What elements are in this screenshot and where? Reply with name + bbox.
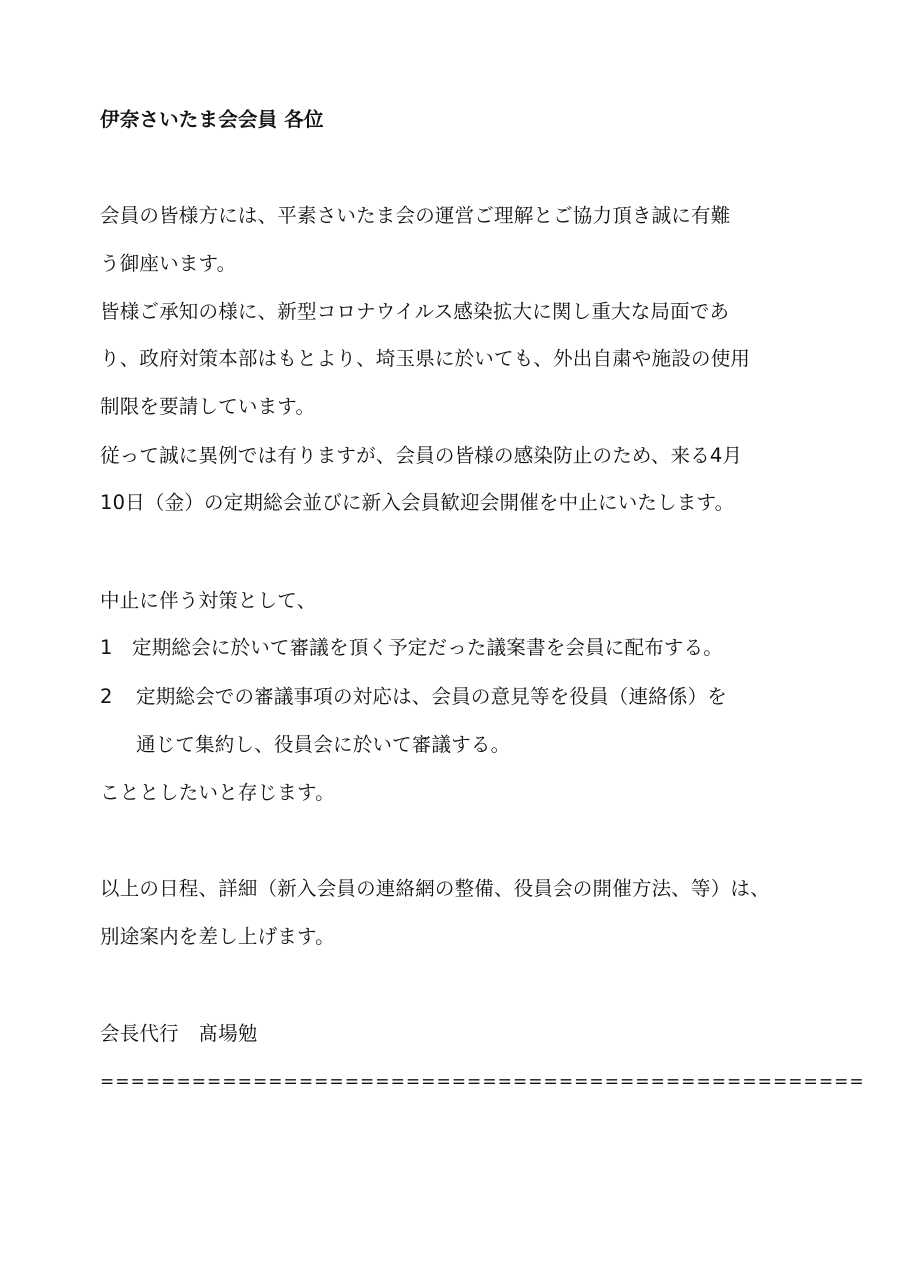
paragraph-situation-line-2: り、政府対策本部はもとより、埼玉県に於いても、外出自粛や施設の使用 xyxy=(100,347,751,370)
separator-line: ================================================== xyxy=(100,1072,865,1092)
paragraph-cancellation-line-1: 従って誠に異例では有りますが、会員の皆様の感染防止のため、来る4月 xyxy=(100,444,743,467)
measure-number: 2 xyxy=(100,685,113,708)
measures-intro: 中止に伴う対策として、 xyxy=(100,589,317,612)
measures-close: こととしたいと存じます。 xyxy=(100,781,335,804)
addressee: 伊奈さいたま会会員 各位 xyxy=(100,108,324,131)
paragraph-greeting-line-2: う御座います。 xyxy=(100,252,237,275)
signature: 会長代行 髙場勉 xyxy=(100,1022,258,1045)
paragraph-cancellation-line-2: 10日（金）の定期総会並びに新入会員歓迎会開催を中止にいたします。 xyxy=(100,491,735,514)
paragraph-situation-line-3: 制限を要請しています。 xyxy=(100,395,316,418)
paragraph-greeting-line-1: 会員の皆様方には、平素さいたま会の運営ご理解とご協力頂き誠に有難 xyxy=(100,204,731,227)
measure-item-2-continuation: 通じて集約し、役員会に於いて審議する。 xyxy=(136,733,511,756)
measure-number: 1 xyxy=(100,636,113,659)
paragraph-followup-line-2: 別途案内を差し上げます。 xyxy=(100,925,335,948)
paragraph-situation-line-1: 皆様ご承知の様に、新型コロナウイルス感染拡大に関し重大な局面であ xyxy=(100,300,730,323)
measure-text: 定期総会での審議事項の対応は、会員の意見等を役員（連絡係）を xyxy=(136,685,728,708)
measure-item-1 xyxy=(100,635,723,661)
measure-text: 定期総会に於いて審議を頂く予定だった議案書を会員に配布する。 xyxy=(132,636,724,659)
measure-item-2 xyxy=(100,684,727,710)
paragraph-followup-line-1: 以上の日程、詳細（新入会員の連絡網の整備、役員会の開催方法、等）は、 xyxy=(100,877,770,900)
